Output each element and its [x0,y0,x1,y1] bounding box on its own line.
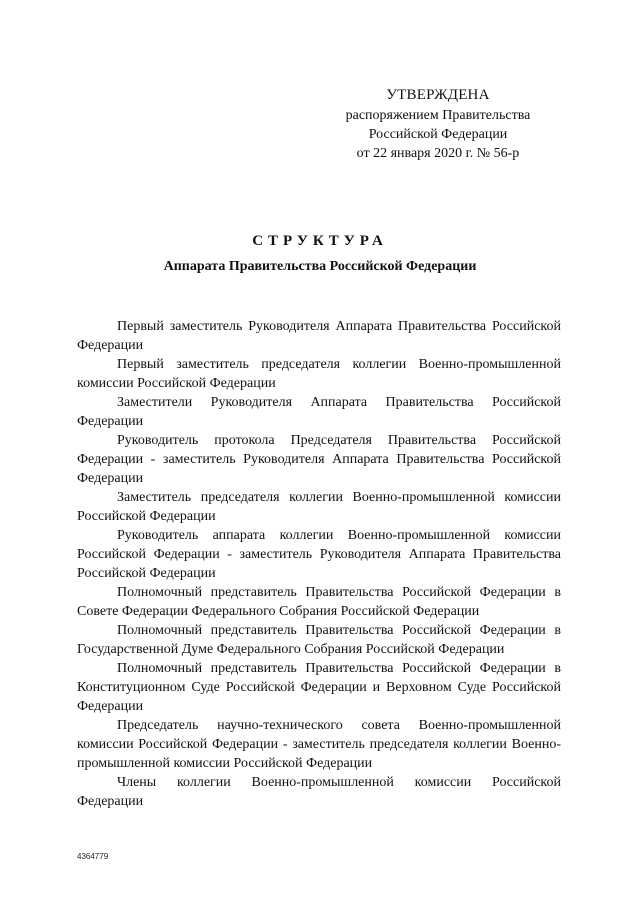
structure-item: Полномочный представитель Правительства Российской Федерации в Конституционном Суде Российской Федерации и Верховном Суде Российской Федерации [77,661,561,714]
document-subtitle: Аппарата Правительства Российской Федерации [163,259,477,274]
approval-line-date: от 22 января 2020 г. № 56-р [356,146,520,161]
structure-item: Заместители Руководителя Аппарата Правительства Российской Федерации [77,395,561,429]
approval-line-country: Российской Федерации [368,127,508,142]
structure-item: Председатель научно-технического совета Военно-промышленной комиссии Российской Федерации - заместитель председателя коллегии Военно-промышленной комиссии Российской Федерации [77,718,561,771]
structure-item: Руководитель протокола Председателя Правительства Российской Федерации - заместитель Руководителя Аппарата Правительства Российской Федерации [77,433,561,486]
structure-item: Полномочный представитель Правительства Российской Федерации в Совете Федерации Федерального Собрания Российской Федерации [77,585,561,619]
structure-item: Руководитель аппарата коллегии Военно-промышленной комиссии Российской Федерации - заместитель Руководителя Аппарата Правительства Российской Федерации [77,528,561,581]
structure-item: Члены коллегии Военно-промышленной комиссии Российской Федерации [77,775,561,809]
approval-heading: УТВЕРЖДЕНА [386,87,490,103]
structure-list [77,317,561,811]
approval-block [318,86,558,163]
structure-item: Первый заместитель Руководителя Аппарата Правительства Российской Федерации [77,319,561,353]
structure-item: Заместитель председателя коллегии Военно-промышленной комиссии Российской Федерации [77,490,561,524]
document-title: СТРУКТУРА [252,233,388,249]
approval-line-decree: распоряжением Правительства [345,108,531,123]
structure-item: Полномочный представитель Правительства Российской Федерации в Государственной Думе Федерального Собрания Российской Федерации [77,623,561,657]
structure-item: Первый заместитель председателя коллегии Военно-промышленной комиссии Российской Федерации [77,357,561,391]
document-code: 4364779 [77,852,109,861]
